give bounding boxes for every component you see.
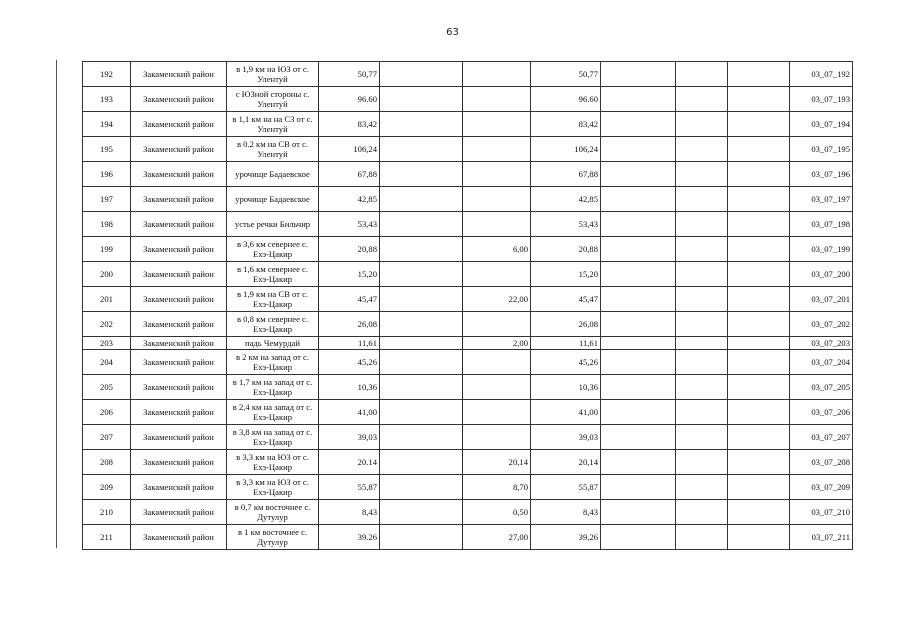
table-row	[83, 400, 853, 425]
table-row	[83, 500, 853, 525]
location-cell: в 3,6 км севернее с. Ехэ-Цакир	[227, 237, 319, 262]
empty-cell-1	[601, 112, 676, 137]
area-cell: 39,03	[319, 425, 380, 450]
district-cell: Закаменский район	[131, 287, 227, 312]
area-cell: 11,61	[319, 337, 380, 350]
code-cell: 03_07_197	[790, 187, 853, 212]
value-1-cell	[380, 162, 463, 187]
code-cell: 03_07_206	[790, 400, 853, 425]
code-cell: 03_07_211	[790, 525, 853, 550]
table-row	[83, 262, 853, 287]
row-number-cell: 204	[83, 350, 131, 375]
value-3-cell: 83,42	[531, 112, 601, 137]
table-row	[83, 337, 853, 350]
value-3-cell: 45,26	[531, 350, 601, 375]
row-number-cell: 209	[83, 475, 131, 500]
value-2-cell	[463, 262, 531, 287]
value-2-cell	[463, 400, 531, 425]
code-cell: 03_07_193	[790, 87, 853, 112]
table-row	[83, 162, 853, 187]
value-1-cell	[380, 350, 463, 375]
value-1-cell	[380, 425, 463, 450]
row-number-cell: 208	[83, 450, 131, 475]
value-2-cell	[463, 312, 531, 337]
district-cell: Закаменский район	[131, 500, 227, 525]
margin-rule	[56, 60, 57, 548]
district-cell: Закаменский район	[131, 425, 227, 450]
table-row	[83, 112, 853, 137]
value-2-cell	[463, 62, 531, 87]
area-cell: 39.26	[319, 525, 380, 550]
value-2-cell: 2,00	[463, 337, 531, 350]
empty-cell-3	[728, 262, 790, 287]
value-3-cell: 55,87	[531, 475, 601, 500]
location-cell: в 0,8 км севернее с. Ехэ-Цакир	[227, 312, 319, 337]
value-3-cell: 45,47	[531, 287, 601, 312]
district-cell: Закаменский район	[131, 337, 227, 350]
value-2-cell	[463, 350, 531, 375]
empty-cell-1	[601, 187, 676, 212]
table-row	[83, 187, 853, 212]
row-number-cell: 199	[83, 237, 131, 262]
location-cell: в 1,9 км на СВ от с. Ехэ-Цакир	[227, 287, 319, 312]
empty-cell-3	[728, 162, 790, 187]
empty-cell-3	[728, 450, 790, 475]
value-2-cell: 27,00	[463, 525, 531, 550]
row-number-cell: 193	[83, 87, 131, 112]
value-1-cell	[380, 187, 463, 212]
district-cell: Закаменский район	[131, 475, 227, 500]
value-3-cell: 15,20	[531, 262, 601, 287]
area-cell: 106,24	[319, 137, 380, 162]
area-cell: 45,26	[319, 350, 380, 375]
location-cell: в 1,9 км на ЮЗ от с. Улентуй	[227, 62, 319, 87]
value-2-cell: 8,70	[463, 475, 531, 500]
area-cell: 20.14	[319, 450, 380, 475]
code-cell: 03_07_208	[790, 450, 853, 475]
value-2-cell: 22,00	[463, 287, 531, 312]
table-row	[83, 450, 853, 475]
location-cell: в 3,3 км на ЮЗ от с. Ехэ-Цакир	[227, 450, 319, 475]
empty-cell-2	[676, 350, 728, 375]
table-row	[83, 287, 853, 312]
value-3-cell: 20,14	[531, 450, 601, 475]
row-number-cell: 206	[83, 400, 131, 425]
location-cell: урочище Бадаевское	[227, 187, 319, 212]
value-2-cell: 20,14	[463, 450, 531, 475]
empty-cell-1	[601, 425, 676, 450]
empty-cell-1	[601, 87, 676, 112]
table-row	[83, 375, 853, 400]
empty-cell-1	[601, 337, 676, 350]
district-cell: Закаменский район	[131, 237, 227, 262]
table-row	[83, 425, 853, 450]
empty-cell-2	[676, 187, 728, 212]
area-cell: 8,43	[319, 500, 380, 525]
empty-cell-1	[601, 375, 676, 400]
empty-cell-1	[601, 312, 676, 337]
area-cell: 41,00	[319, 400, 380, 425]
location-cell: в 1,6 км севернее с. Ехэ-Цакир	[227, 262, 319, 287]
code-cell: 03_07_202	[790, 312, 853, 337]
value-2-cell	[463, 375, 531, 400]
empty-cell-1	[601, 162, 676, 187]
value-2-cell	[463, 162, 531, 187]
location-cell: в 1 км восточнее с. Дутулур	[227, 525, 319, 550]
empty-cell-1	[601, 62, 676, 87]
empty-cell-3	[728, 287, 790, 312]
row-number-cell: 192	[83, 62, 131, 87]
location-cell: в 0,7 км восточнее с. Дутулур	[227, 500, 319, 525]
value-2-cell: 6,00	[463, 237, 531, 262]
empty-cell-3	[728, 525, 790, 550]
value-1-cell	[380, 112, 463, 137]
code-cell: 03_07_204	[790, 350, 853, 375]
area-cell: 10,36	[319, 375, 380, 400]
code-cell: 03_07_195	[790, 137, 853, 162]
value-2-cell	[463, 112, 531, 137]
empty-cell-3	[728, 425, 790, 450]
value-2-cell	[463, 212, 531, 237]
value-1-cell	[380, 375, 463, 400]
value-1-cell	[380, 450, 463, 475]
area-cell: 15,20	[319, 262, 380, 287]
empty-cell-2	[676, 525, 728, 550]
area-cell: 26,08	[319, 312, 380, 337]
empty-cell-1	[601, 400, 676, 425]
empty-cell-2	[676, 475, 728, 500]
area-cell: 67,88	[319, 162, 380, 187]
value-1-cell	[380, 237, 463, 262]
row-number-cell: 194	[83, 112, 131, 137]
table-row	[83, 312, 853, 337]
value-3-cell: 10,36	[531, 375, 601, 400]
location-cell: в 3,3 км на ЮЗ от с. Ехэ-Цакир	[227, 475, 319, 500]
district-cell: Закаменский район	[131, 262, 227, 287]
row-number-cell: 197	[83, 187, 131, 212]
district-cell: Закаменский район	[131, 162, 227, 187]
value-1-cell	[380, 525, 463, 550]
empty-cell-3	[728, 87, 790, 112]
empty-cell-1	[601, 350, 676, 375]
value-3-cell: 96.60	[531, 87, 601, 112]
empty-cell-2	[676, 400, 728, 425]
table-row	[83, 350, 853, 375]
location-cell: устье речки Бильчир	[227, 212, 319, 237]
code-cell: 03_07_201	[790, 287, 853, 312]
area-cell: 83,42	[319, 112, 380, 137]
empty-cell-2	[676, 337, 728, 350]
empty-cell-3	[728, 312, 790, 337]
area-cell: 55,87	[319, 475, 380, 500]
row-number-cell: 205	[83, 375, 131, 400]
value-1-cell	[380, 87, 463, 112]
row-number-cell: 196	[83, 162, 131, 187]
empty-cell-2	[676, 87, 728, 112]
value-1-cell	[380, 137, 463, 162]
row-number-cell: 207	[83, 425, 131, 450]
location-cell: с ЮЗной стороны с. Улентуй	[227, 87, 319, 112]
table-row	[83, 475, 853, 500]
district-cell: Закаменский район	[131, 187, 227, 212]
value-1-cell	[380, 337, 463, 350]
empty-cell-3	[728, 237, 790, 262]
empty-cell-3	[728, 500, 790, 525]
code-cell: 03_07_207	[790, 425, 853, 450]
code-cell: 03_07_203	[790, 337, 853, 350]
district-cell: Закаменский район	[131, 62, 227, 87]
value-1-cell	[380, 500, 463, 525]
table-body	[83, 62, 853, 550]
empty-cell-3	[728, 212, 790, 237]
district-cell: Закаменский район	[131, 375, 227, 400]
value-2-cell	[463, 137, 531, 162]
location-cell: в 3,8 км на запад от с. Ехэ-Цакир	[227, 425, 319, 450]
empty-cell-1	[601, 500, 676, 525]
location-cell: в 0.2 км на СВ от с. Улентуй	[227, 137, 319, 162]
empty-cell-2	[676, 112, 728, 137]
code-cell: 03_07_192	[790, 62, 853, 87]
row-number-cell: 195	[83, 137, 131, 162]
area-cell: 53,43	[319, 212, 380, 237]
empty-cell-2	[676, 237, 728, 262]
location-cell: в 1,7 км на запад от с. Ехэ-Цакир	[227, 375, 319, 400]
value-2-cell	[463, 87, 531, 112]
empty-cell-3	[728, 137, 790, 162]
empty-cell-3	[728, 375, 790, 400]
row-number-cell: 201	[83, 287, 131, 312]
value-3-cell: 8,43	[531, 500, 601, 525]
value-1-cell	[380, 312, 463, 337]
row-number-cell: 200	[83, 262, 131, 287]
value-1-cell	[380, 400, 463, 425]
location-cell: в 2,4 км на запад от с. Ехэ-Цакир	[227, 400, 319, 425]
empty-cell-1	[601, 475, 676, 500]
area-cell: 50,77	[319, 62, 380, 87]
value-1-cell	[380, 262, 463, 287]
code-cell: 03_07_198	[790, 212, 853, 237]
empty-cell-2	[676, 212, 728, 237]
district-cell: Закаменский район	[131, 212, 227, 237]
district-cell: Закаменский район	[131, 525, 227, 550]
value-3-cell: 41,00	[531, 400, 601, 425]
code-cell: 03_07_205	[790, 375, 853, 400]
empty-cell-1	[601, 212, 676, 237]
empty-cell-2	[676, 287, 728, 312]
value-3-cell: 39,26	[531, 525, 601, 550]
value-3-cell: 11,61	[531, 337, 601, 350]
code-cell: 03_07_209	[790, 475, 853, 500]
empty-cell-2	[676, 62, 728, 87]
empty-cell-1	[601, 262, 676, 287]
empty-cell-1	[601, 450, 676, 475]
empty-cell-2	[676, 137, 728, 162]
value-1-cell	[380, 62, 463, 87]
district-cell: Закаменский район	[131, 112, 227, 137]
empty-cell-3	[728, 112, 790, 137]
district-cell: Закаменский район	[131, 312, 227, 337]
location-cell: в 2 км на запад от с. Ехэ-Цакир	[227, 350, 319, 375]
code-cell: 03_07_210	[790, 500, 853, 525]
location-cell: в 1,1 км на на СЗ от с. Улентуй	[227, 112, 319, 137]
empty-cell-1	[601, 237, 676, 262]
code-cell: 03_07_194	[790, 112, 853, 137]
value-1-cell	[380, 212, 463, 237]
empty-cell-2	[676, 425, 728, 450]
value-3-cell: 53,43	[531, 212, 601, 237]
row-number-cell: 202	[83, 312, 131, 337]
empty-cell-2	[676, 500, 728, 525]
empty-cell-2	[676, 450, 728, 475]
area-cell: 45,47	[319, 287, 380, 312]
empty-cell-3	[728, 350, 790, 375]
district-cell: Закаменский район	[131, 137, 227, 162]
table-row	[83, 525, 853, 550]
value-2-cell	[463, 425, 531, 450]
empty-cell-1	[601, 137, 676, 162]
area-cell: 42,85	[319, 187, 380, 212]
data-table	[82, 61, 853, 550]
table-row	[83, 137, 853, 162]
district-cell: Закаменский район	[131, 87, 227, 112]
table-row	[83, 212, 853, 237]
empty-cell-3	[728, 475, 790, 500]
value-3-cell: 106,24	[531, 137, 601, 162]
row-number-cell: 203	[83, 337, 131, 350]
value-1-cell	[380, 287, 463, 312]
district-cell: Закаменский район	[131, 400, 227, 425]
table-row	[83, 237, 853, 262]
code-cell: 03_07_200	[790, 262, 853, 287]
page-number: 63	[446, 27, 459, 38]
empty-cell-3	[728, 187, 790, 212]
area-cell: 96.60	[319, 87, 380, 112]
district-cell: Закаменский район	[131, 350, 227, 375]
value-3-cell: 50,77	[531, 62, 601, 87]
value-3-cell: 20,88	[531, 237, 601, 262]
code-cell: 03_07_196	[790, 162, 853, 187]
location-cell: урочище Бадаевское	[227, 162, 319, 187]
empty-cell-2	[676, 162, 728, 187]
empty-cell-2	[676, 262, 728, 287]
row-number-cell: 198	[83, 212, 131, 237]
value-2-cell: 0,50	[463, 500, 531, 525]
empty-cell-1	[601, 287, 676, 312]
empty-cell-2	[676, 375, 728, 400]
value-3-cell: 67,88	[531, 162, 601, 187]
empty-cell-3	[728, 400, 790, 425]
area-cell: 20,88	[319, 237, 380, 262]
table-row	[83, 62, 853, 87]
value-2-cell	[463, 187, 531, 212]
code-cell: 03_07_199	[790, 237, 853, 262]
row-number-cell: 210	[83, 500, 131, 525]
row-number-cell: 211	[83, 525, 131, 550]
empty-cell-3	[728, 62, 790, 87]
value-3-cell: 42,85	[531, 187, 601, 212]
empty-cell-2	[676, 312, 728, 337]
empty-cell-3	[728, 337, 790, 350]
value-3-cell: 39,03	[531, 425, 601, 450]
location-cell: падь Чемурдай	[227, 337, 319, 350]
value-3-cell: 26,08	[531, 312, 601, 337]
value-1-cell	[380, 475, 463, 500]
empty-cell-1	[601, 525, 676, 550]
district-cell: Закаменский район	[131, 450, 227, 475]
table-row	[83, 87, 853, 112]
